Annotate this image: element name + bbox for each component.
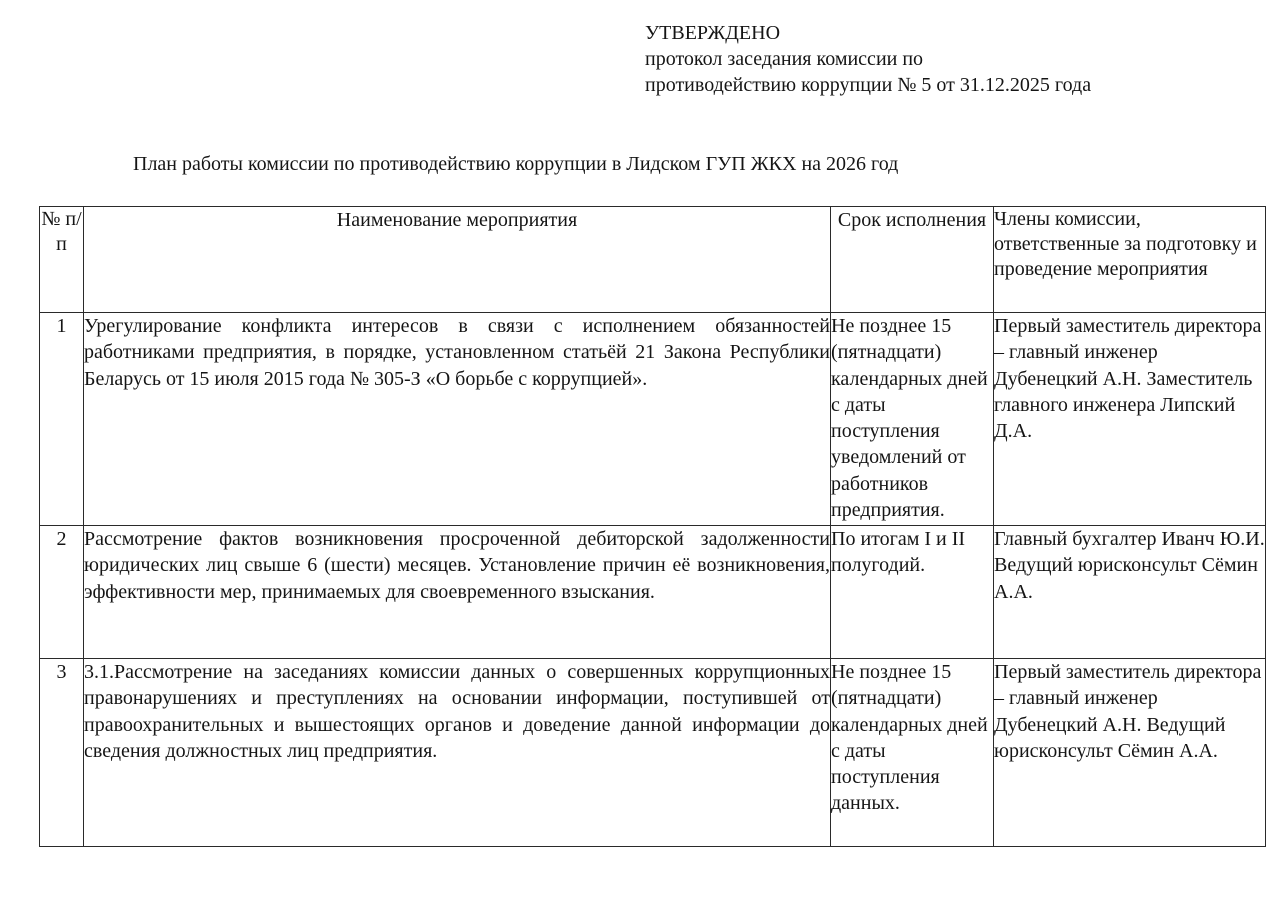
row-deadline: Не позднее 15 (пятнадцати) календарных дней с даты поступления уведомлений от работников предприятия. [831, 313, 994, 526]
table-row [40, 659, 1266, 847]
approval-block [645, 20, 1091, 98]
approval-line-2: противодействию коррупции № 5 от 31.12.2025 года [645, 74, 1092, 96]
header-num: № п/п [40, 207, 84, 313]
row-deadline: Не позднее 15 (пятнадцати) календарных дней с даты поступления данных. [831, 659, 994, 847]
row-responsible: Первый заместитель директора – главный инженер Дубенецкий А.Н. Заместитель главного инженера Липский Д.А. [994, 313, 1266, 526]
approval-title: УТВЕРЖДЕНО [645, 22, 781, 44]
row-activity: 3.1.Рассмотрение на заседаниях комиссии данных о совершенных коррупционных правонарушениях и преступлениях на основании информации, поступившей от правоохранительных и вышестоящих органов и доведение данной информации до сведения должностных лиц предприятия. [84, 659, 831, 847]
row-responsible: Главный бухгалтер Иванч Ю.И. Ведущий юрисконсульт Сёмин А.А. [994, 526, 1266, 659]
plan-table [39, 206, 1266, 847]
table-header-row [40, 207, 1266, 313]
document-title: План работы комиссии по противодействию коррупции в Лидском ГУП ЖКХ на 2026 год [133, 153, 899, 175]
header-responsible: Члены комиссии, ответственные за подготовку и проведение мероприятия [994, 207, 1266, 313]
row-responsible: Первый заместитель директора – главный инженер Дубенецкий А.Н. Ведущий юрисконсульт Сёмин А.А. [994, 659, 1266, 847]
table-row [40, 313, 1266, 526]
row-activity: Урегулирование конфликта интересов в связи с исполнением обязанностей работниками предприятия, в порядке, установленном статьёй 21 Закона Республики Беларусь от 15 июля 2015 года № 305-З «О борьбе с коррупцией». [84, 313, 831, 526]
row-activity: Рассмотрение фактов возникновения просроченной дебиторской задолженности юридических лиц свыше 6 (шести) месяцев. Установление причин её возникновения, эффективности мер, принимаемых для своевременного взыскания. [84, 526, 831, 659]
row-number: 3 [40, 659, 84, 847]
header-name: Наименование мероприятия [84, 207, 831, 313]
table-row [40, 526, 1266, 659]
row-number: 1 [40, 313, 84, 526]
row-number: 2 [40, 526, 84, 659]
header-term: Срок исполнения [831, 207, 994, 313]
approval-line-1: протокол заседания комиссии по [645, 48, 924, 70]
row-deadline: По итогам I и II полугодий. [831, 526, 994, 659]
